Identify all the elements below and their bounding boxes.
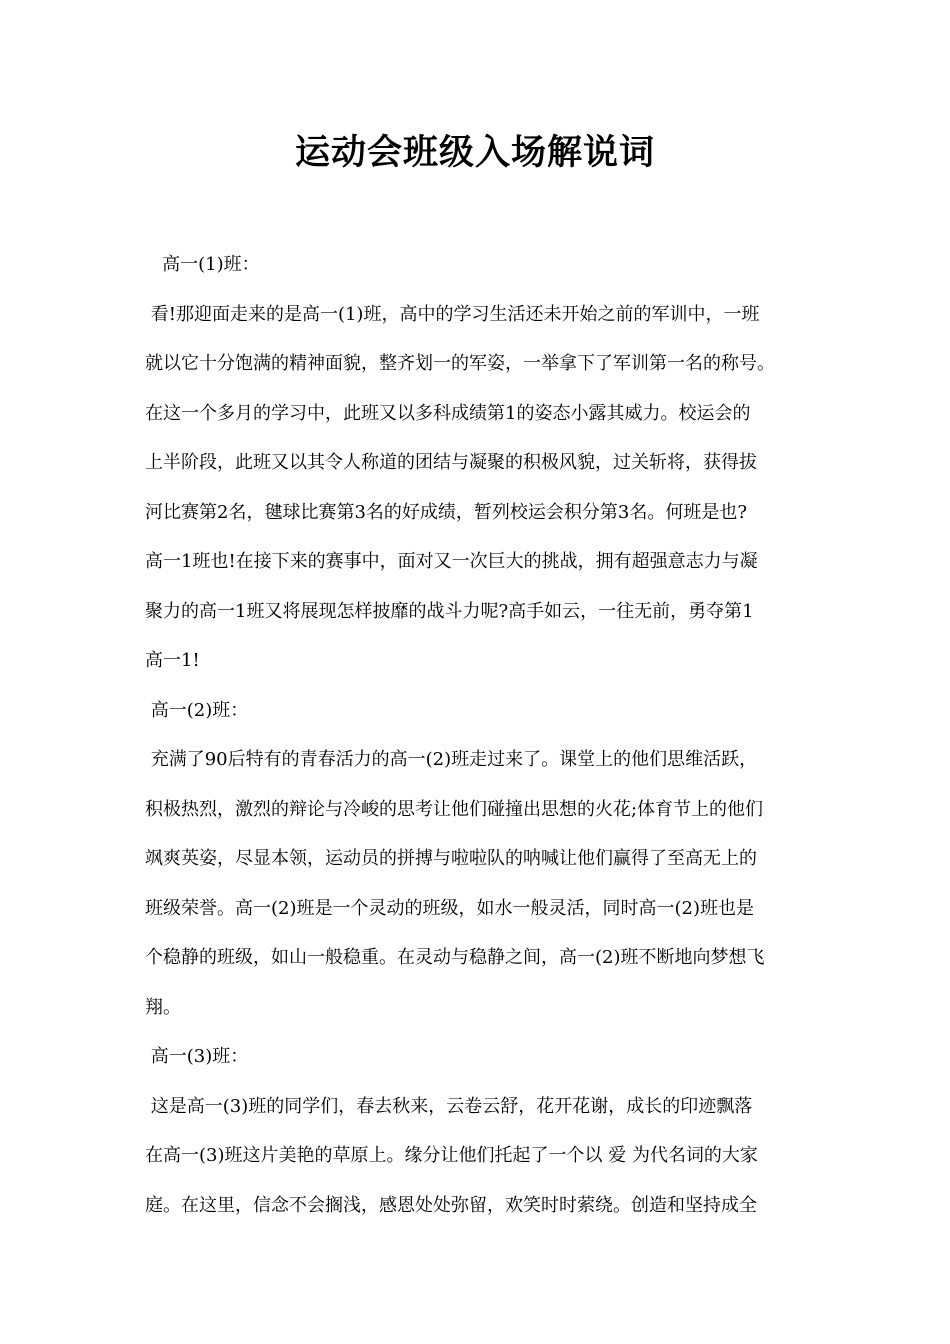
class-section — [145, 240, 815, 686]
class-section — [145, 686, 815, 1033]
paragraph-line: 看!那迎面走来的是高一(1)班，高中的学习生活还未开始之前的军训中，一班 — [145, 303, 760, 325]
paragraph-line: 庭。在这里，信念不会搁浅，感恩处处弥留，欢笑时时萦绕。创造和坚持成全 — [145, 1194, 757, 1216]
document-body — [145, 240, 815, 1230]
paragraph-line: 河比赛第2名，毽球比赛第3名的好成绩，暂列校运会积分第3名。何班是也? — [145, 501, 748, 523]
paragraph-line: 这是高一(3)班的同学们，春去秋来，云卷云舒，花开花谢，成长的印迹飘落 — [145, 1095, 753, 1117]
section-heading: 高一(3)班： — [145, 1046, 249, 1067]
paragraph-line: 在这一个多月的学习中，此班又以多科成绩第1的姿态小露其威力。校运会的 — [145, 402, 751, 424]
paragraph-line: 飒爽英姿，尽显本领，运动员的拼搏与啦啦队的呐喊让他们赢得了至高无上的 — [145, 848, 757, 869]
paragraph-line: 充满了90后特有的青春活力的高一(2)班走过来了。课堂上的他们思维活跃， — [145, 749, 758, 770]
paragraph-line: 在高一(3)班这片美艳的草原上。缘分让他们托起了一个以 爱 为代名词的大家 — [145, 1145, 758, 1166]
paragraph-line: 个稳静的班级，如山一般稳重。在灵动与稳静之间，高一(2)班不断地向梦想飞 — [145, 947, 765, 968]
paragraph-line: 翔。 — [145, 996, 181, 1018]
section-heading: 高一(2)班： — [145, 699, 249, 721]
paragraph-line: 高一1班也!在接下来的赛事中，面对又一次巨大的挑战，拥有超强意志力与凝 — [145, 551, 758, 572]
paragraph-line: 高一1! — [145, 650, 200, 671]
section-heading: 高一(1)班： — [145, 254, 260, 275]
paragraph-line: 班级荣誉。高一(2)班是一个灵动的班级，如水一般灵活，同时高一(2)班也是 — [145, 897, 754, 919]
document-title: 运动会班级入场解说词 — [294, 132, 655, 173]
paragraph-line: 积极热烈，激烈的辩论与冷峻的思考让他们碰撞出思想的火花;体育节上的他们 — [145, 798, 764, 820]
paragraph-line: 聚力的高一1班又将展现怎样披靡的战斗力呢?高手如云，一往无前，勇夺第1 — [145, 600, 754, 622]
paragraph-line: 就以它十分饱满的精神面貌，整齐划一的军姿，一举拿下了军训第一名的称号。 — [145, 353, 775, 374]
paragraph-line: 上半阶段，此班又以其令人称道的团结与凝聚的积极风貌，过关斩将，获得拔 — [145, 452, 757, 473]
class-section — [145, 1032, 815, 1230]
